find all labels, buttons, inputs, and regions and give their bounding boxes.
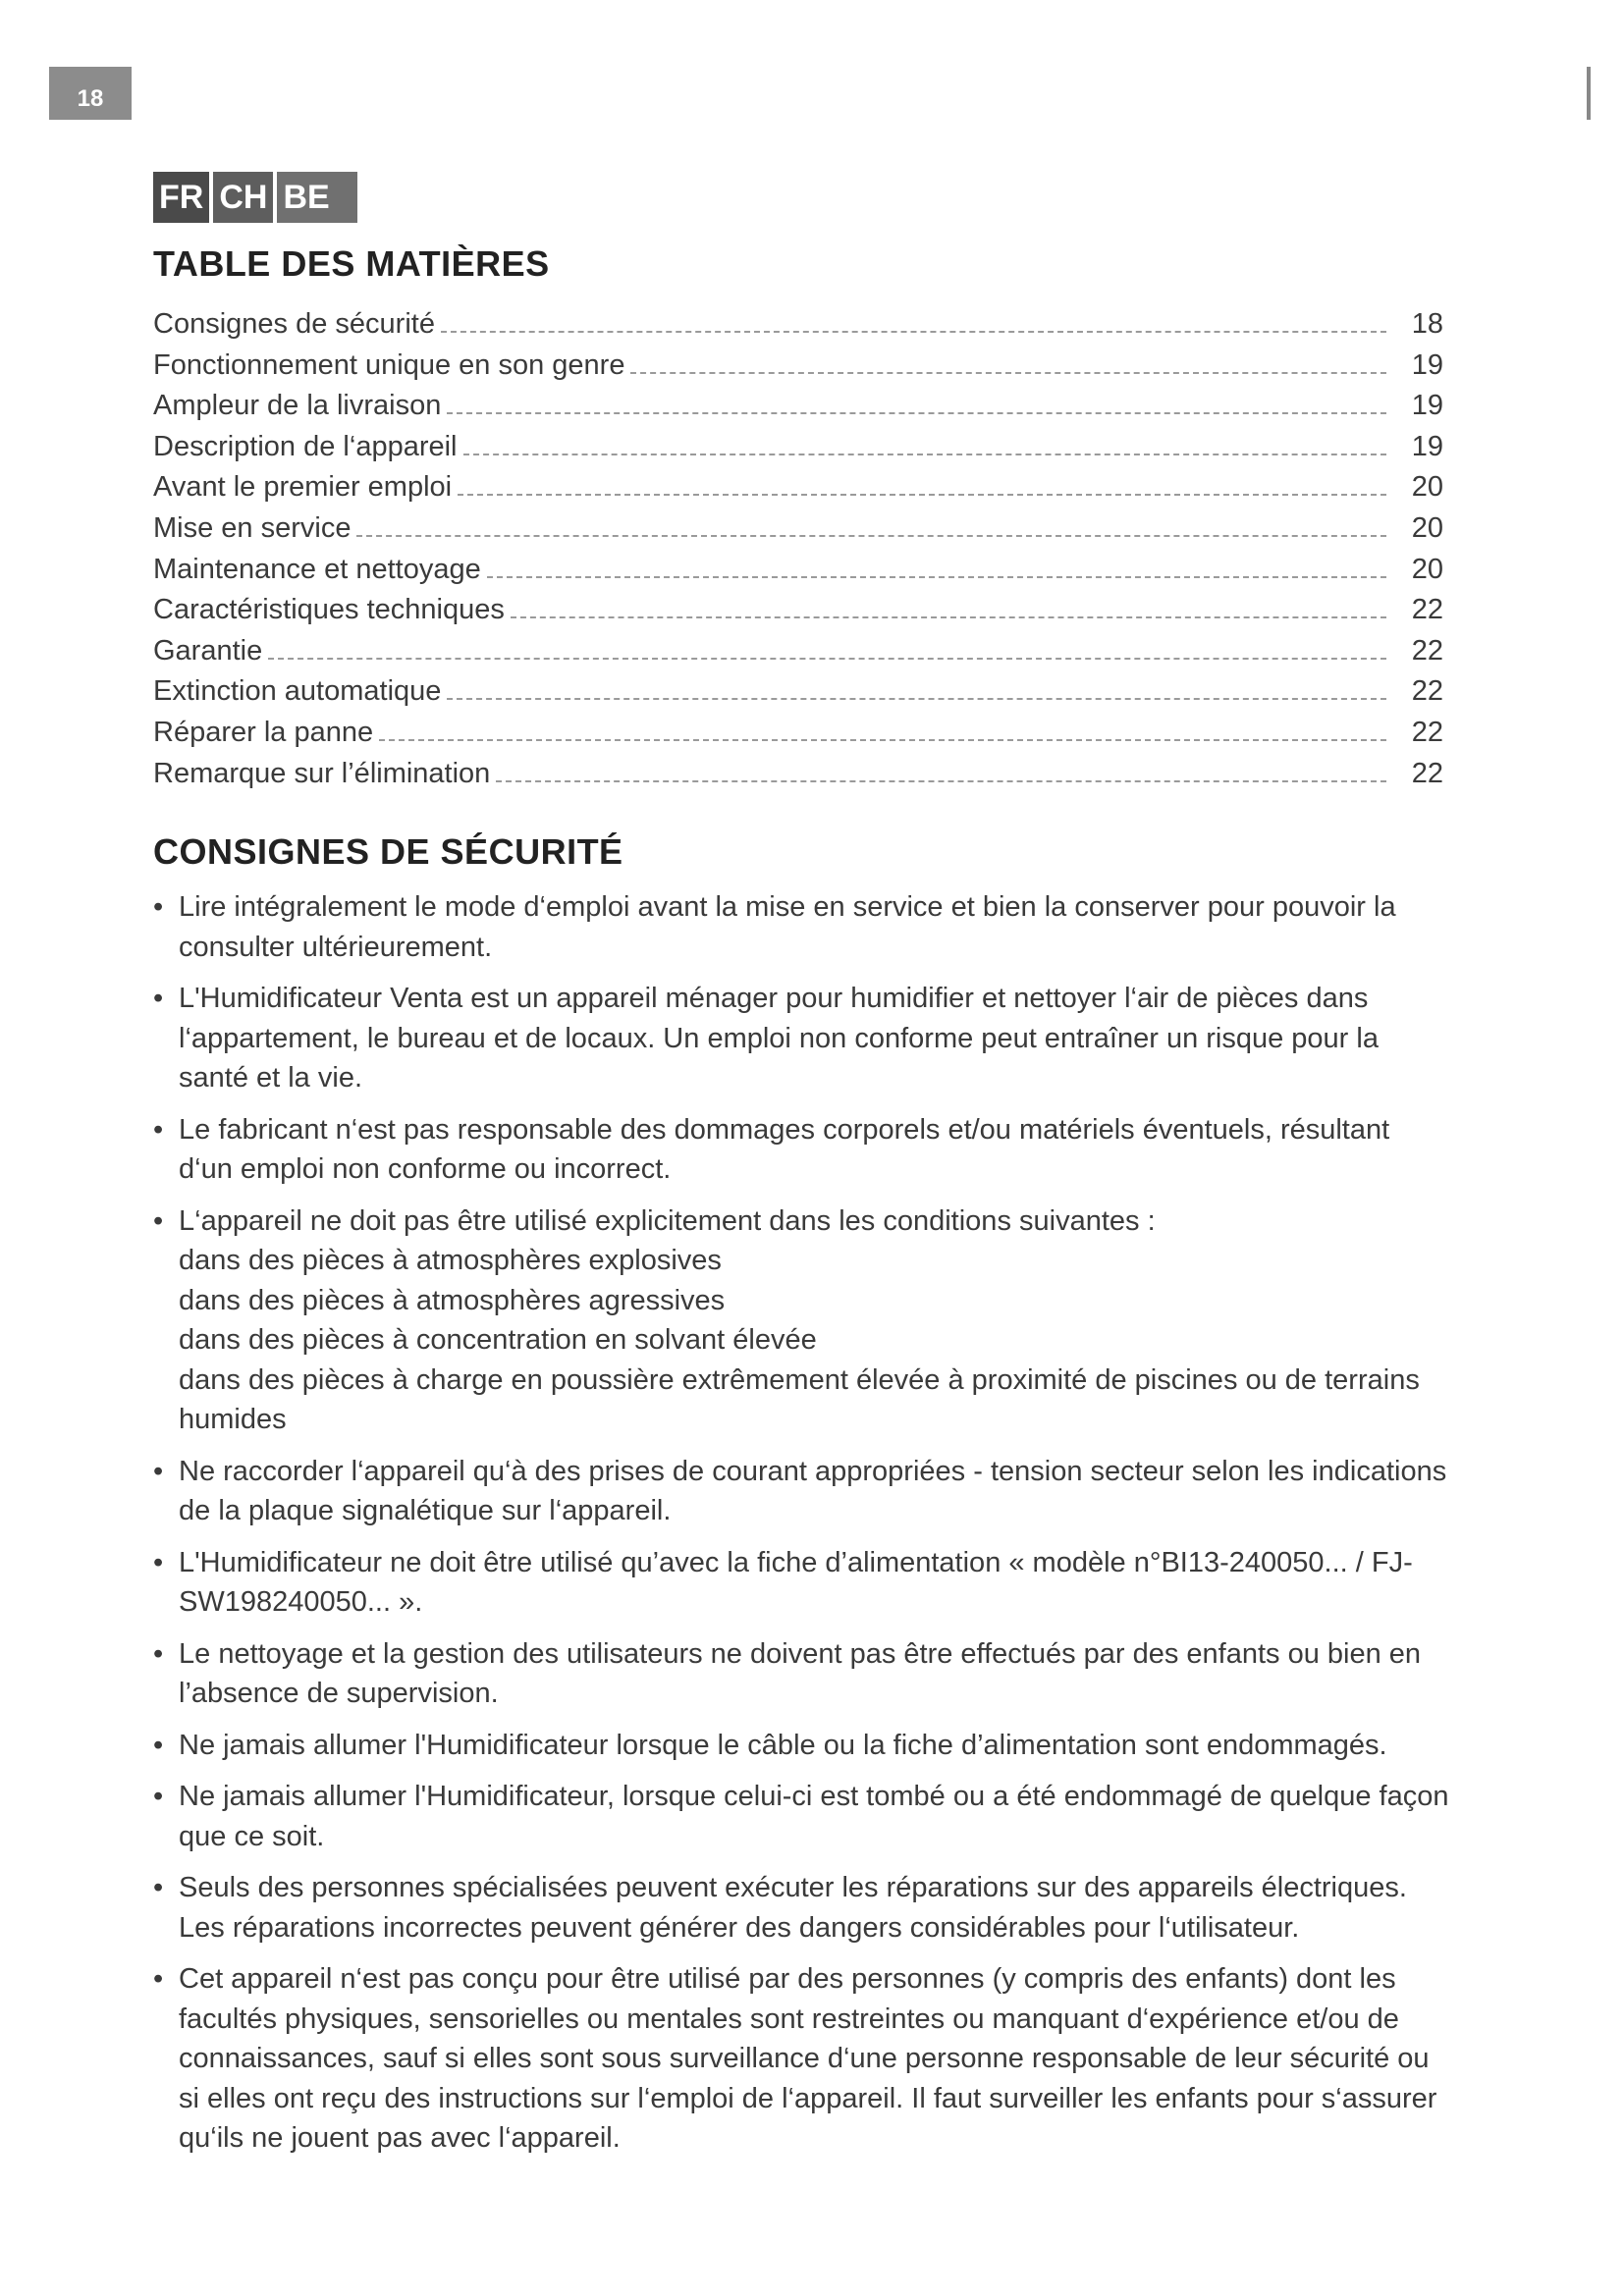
page-edge-mark (1587, 67, 1591, 120)
language-tabs (153, 172, 357, 223)
toc-entry-page: 19 (1411, 430, 1443, 462)
safety-bullet (153, 887, 1449, 967)
toc-leader-dashes (463, 453, 1387, 455)
safety-bullet-text: Cet appareil n‘est pas conçu pour être utilisé par des personnes (y compris des enfants) dont les facultés physiques, sensorielles ou mentales sont restreintes ou manquant d‘expérience et/ou de connaissances, sauf si elles sont sous surveillance d‘une personne responsable de leur sécurité ou si elles ont reçu des instructions sur l‘emploi de l‘appareil. Il faut surveiller les enfants pour s‘assurer qu‘ils ne jouent pas avec l‘appareil. (179, 1963, 1437, 2154)
safety-list (153, 887, 1449, 2170)
toc-entry-label: Caractéristiques techniques (153, 594, 505, 626)
safety-sub-item: dans des pièces à concentration en solvant élevée (179, 1324, 817, 1356)
toc-leader-dashes (511, 615, 1386, 618)
toc-entry-page: 22 (1411, 716, 1443, 748)
safety-bullet (153, 1543, 1449, 1623)
bullet-dot-icon: • (153, 1204, 164, 1237)
toc-entry (153, 717, 1443, 758)
bullet-dot-icon: • (153, 1963, 164, 1995)
bullet-dot-icon: • (153, 1637, 164, 1670)
table-of-contents (153, 308, 1443, 798)
toc-entry (153, 349, 1443, 391)
toc-entry-page: 20 (1411, 553, 1443, 585)
toc-entry-label: Réparer la panne (153, 716, 374, 748)
safety-bullet-text: Le nettoyage et la gestion des utilisateurs ne doivent pas être effectués par des enfants ou bien en l’absence de supervision. (179, 1637, 1422, 1709)
toc-entry (153, 471, 1443, 512)
lang-fr: FR (153, 172, 209, 223)
safety-bullet (153, 1452, 1449, 1531)
safety-bullet (153, 1201, 1449, 1440)
toc-entry-page: 18 (1411, 308, 1443, 340)
toc-entry-label: Maintenance et nettoyage (153, 553, 481, 585)
toc-entry-page: 20 (1411, 511, 1443, 544)
toc-leader-dashes (447, 697, 1386, 700)
bullet-dot-icon: • (153, 891, 164, 923)
toc-entry-label: Garantie (153, 634, 263, 667)
safety-bullet (153, 979, 1449, 1098)
toc-entry-page: 22 (1411, 675, 1443, 708)
toc-entry-page: 22 (1411, 594, 1443, 626)
toc-entry (153, 512, 1443, 554)
safety-bullet-text: Ne raccorder l‘appareil qu‘à des prises de courant appropriées - tension secteur selon les indications de la plaque signalétique sur l‘appareil. (179, 1455, 1447, 1526)
toc-leader-dashes (487, 575, 1386, 578)
bullet-dot-icon: • (153, 983, 164, 1014)
safety-sub-item: dans des pièces à atmosphères explosives (179, 1245, 722, 1276)
safety-sub-item: dans des pièces à charge en poussière extrêmement élevée à proximité de piscines ou de terrains humides (179, 1363, 1420, 1435)
toc-leader-dashes (441, 330, 1386, 333)
safety-bullet-text: Lire intégralement le mode d‘emploi avant la mise en service et bien la conserver pour pouvoir la consulter ultérieurement. (179, 891, 1396, 963)
toc-entry (153, 390, 1443, 431)
toc-entry (153, 554, 1443, 595)
toc-entry-page: 22 (1411, 634, 1443, 667)
bullet-dot-icon: • (153, 1781, 164, 1812)
safety-bullet-text: Ne jamais allumer l'Humidificateur lorsque le câble ou la fiche d’alimentation sont endommagés. (179, 1729, 1387, 1761)
page-number: 18 (49, 67, 132, 120)
safety-bullet (153, 1868, 1449, 1948)
toc-entry-label: Description de l‘appareil (153, 430, 458, 462)
safety-bullet-text: Le fabricant n‘est pas responsable des dommages corporels et/ou matériels éventuels, résultant d‘un emploi non conforme ou incorrect. (179, 1113, 1390, 1185)
safety-bullet (153, 1634, 1449, 1714)
safety-bullet-text: Ne jamais allumer l'Humidificateur, lorsque celui-ci est tombé ou a été endommagé de quelque façon que ce soit. (179, 1781, 1449, 1852)
toc-leader-dashes (630, 371, 1386, 374)
safety-bullet (153, 1959, 1449, 2159)
bullet-dot-icon: • (153, 1872, 164, 1903)
bullet-dot-icon: • (153, 1729, 164, 1761)
toc-entry-label: Ampleur de la livraison (153, 390, 442, 422)
safety-sub-item: dans des pièces à atmosphères agressives (179, 1284, 726, 1316)
safety-bullet (153, 1110, 1449, 1190)
toc-entry-label: Extinction automatique (153, 675, 442, 708)
safety-bullet-text: L'Humidificateur Venta est un appareil ménager pour humidifier et nettoyer l‘air de pièces dans l‘appartement, le bureau et de locaux. Un emploi non conforme peut entraîner un risque pour la santé et la vie. (179, 983, 1379, 1094)
toc-entry (153, 308, 1443, 349)
toc-leader-dashes (356, 534, 1386, 537)
toc-entry (153, 431, 1443, 472)
toc-entry (153, 675, 1443, 717)
safety-bullet (153, 1726, 1449, 1766)
toc-entry-page: 20 (1411, 471, 1443, 504)
toc-leader-dashes (458, 493, 1386, 496)
toc-entry-label: Mise en service (153, 511, 352, 544)
toc-entry (153, 635, 1443, 676)
safety-title: CONSIGNES DE SÉCURITÉ (153, 831, 623, 872)
safety-bullet-text: L'Humidificateur ne doit être utilisé qu’avec la fiche d’alimentation « modèle n°BI13-240050... / FJ-SW198240050... ». (179, 1546, 1413, 1618)
toc-entry-page: 19 (1411, 348, 1443, 381)
safety-bullet (153, 1777, 1449, 1856)
safety-bullet-text: Seuls des personnes spécialisées peuvent exécuter les réparations sur des appareils électriques. Les réparations incorrectes peuvent générer des dangers considérables pour l‘utilisateur. (179, 1872, 1407, 1944)
bullet-dot-icon: • (153, 1113, 164, 1146)
toc-leader-dashes (496, 779, 1386, 782)
toc-title: TABLE DES MATIÈRES (153, 243, 550, 284)
bullet-dot-icon: • (153, 1455, 164, 1487)
toc-entry-label: Consignes de sécurité (153, 308, 435, 340)
toc-entry-label: Avant le premier emploi (153, 471, 453, 504)
lang-ch: CH (213, 172, 273, 223)
toc-entry-page: 22 (1411, 757, 1443, 789)
toc-entry (153, 758, 1443, 799)
toc-entry-label: Remarque sur l’élimination (153, 757, 491, 789)
toc-leader-dashes (268, 657, 1386, 660)
toc-entry-label: Fonctionnement unique en son genre (153, 348, 625, 381)
safety-bullet-text: L‘appareil ne doit pas être utilisé explicitement dans les conditions suivantes : (179, 1204, 1156, 1237)
toc-leader-dashes (379, 738, 1386, 741)
lang-be: BE (277, 172, 357, 223)
toc-entry (153, 594, 1443, 635)
bullet-dot-icon: • (153, 1546, 164, 1578)
toc-leader-dashes (447, 411, 1386, 414)
toc-entry-page: 19 (1411, 390, 1443, 422)
